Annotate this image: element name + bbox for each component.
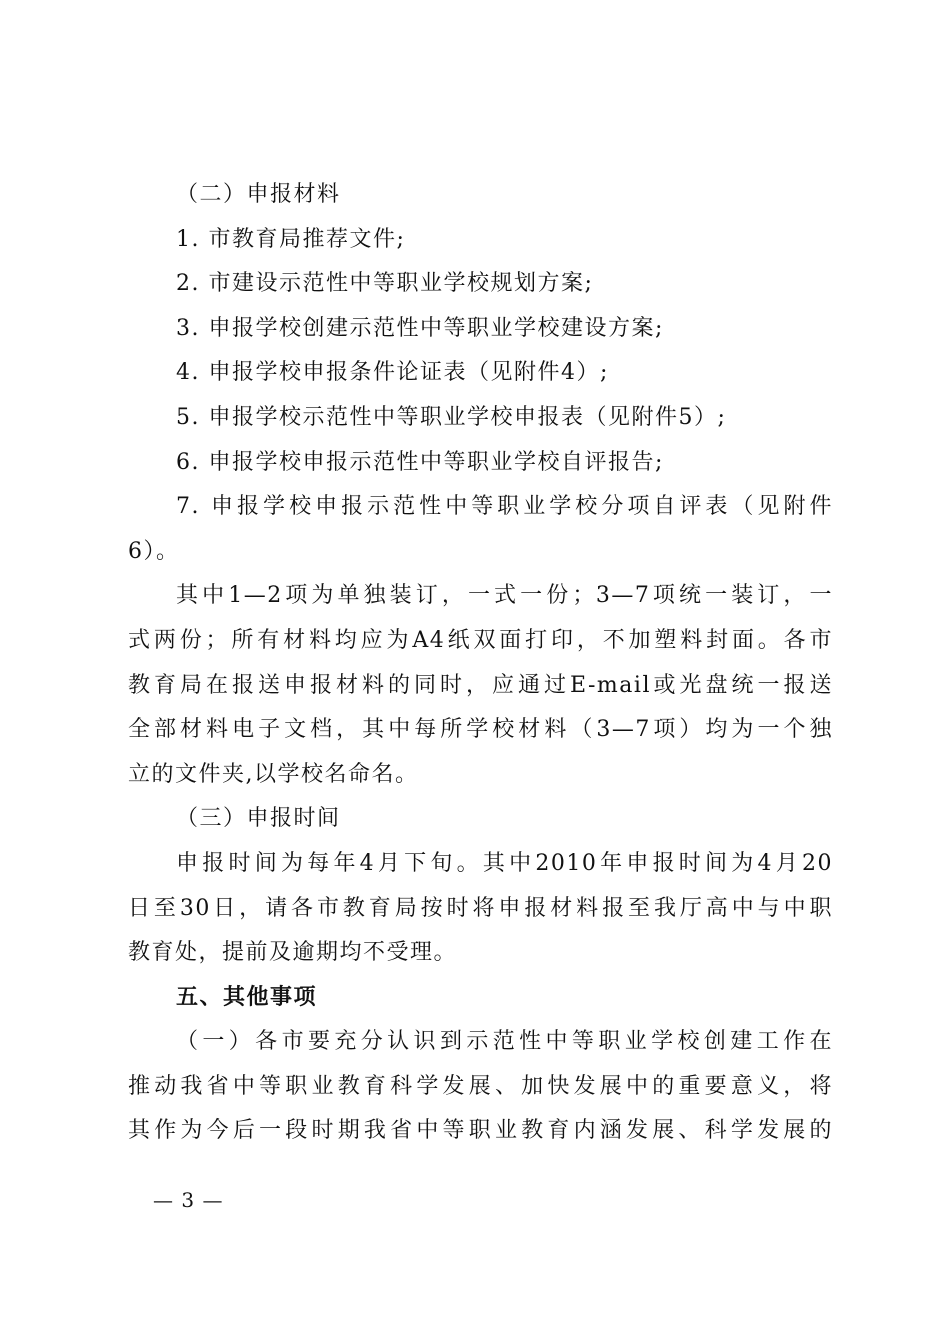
paragraph-line: 教育局在报送申报材料的同时，应通过E-mail或光盘统一报送 [128, 672, 833, 698]
list-item-7-cont: 6）。 [128, 538, 180, 564]
list-item-1: 1. 市教育局推荐文件; [176, 226, 406, 252]
list-item-7: 7. 申报学校申报示范性中等职业学校分项自评表（见附件 [176, 494, 833, 520]
paragraph-line: 全部材料电子文档，其中每所学校材料（3—7项）均为一个独 [128, 717, 833, 743]
list-item-2: 2. 市建设示范性中等职业学校规划方案; [176, 271, 594, 297]
list-item-5: 5. 申报学校示范性中等职业学校申报表（见附件5）; [176, 404, 727, 430]
section-heading-materials: （二）申报材料 [176, 182, 341, 207]
paragraph-line: 其中1—2项为单独装订，一式一份；3—7项统一装订，一 [176, 583, 833, 609]
list-item-6: 6. 申报学校申报示范性中等职业学校自评报告; [176, 449, 664, 475]
list-item-3: 3. 申报学校创建示范性中等职业学校建设方案; [176, 315, 664, 341]
paragraph-line: 推动我省中等职业教育科学发展、加快发展中的重要意义，将 [128, 1073, 833, 1099]
paragraph-line: 日至30日，请各市教育局按时将申报材料报至我厅高中与中职 [128, 895, 833, 921]
section-heading-time: （三）申报时间 [176, 806, 341, 832]
paragraph-line: 其作为今后一段时期我省中等职业教育内涵发展、科学发展的 [128, 1118, 833, 1144]
paragraph-line: 式两份；所有材料均应为A4纸双面打印，不加塑料封面。各市 [128, 627, 833, 653]
section-heading-other: 五、其他事项 [176, 984, 318, 1010]
paragraph-line: （一）各市要充分认识到示范性中等职业学校创建工作在 [176, 1029, 833, 1055]
paragraph-line: 申报时间为每年4月下旬。其中2010年申报时间为4月20 [176, 850, 833, 876]
paragraph-line: 教育处，提前及逾期均不受理。 [128, 940, 458, 966]
page-number: — 3 — [153, 1188, 224, 1212]
paragraph-line: 立的文件夹,以学校名命名。 [128, 761, 419, 787]
document-body [128, 173, 833, 1154]
list-item-4: 4. 申报学校申报条件论证表（见附件4）; [176, 360, 609, 386]
